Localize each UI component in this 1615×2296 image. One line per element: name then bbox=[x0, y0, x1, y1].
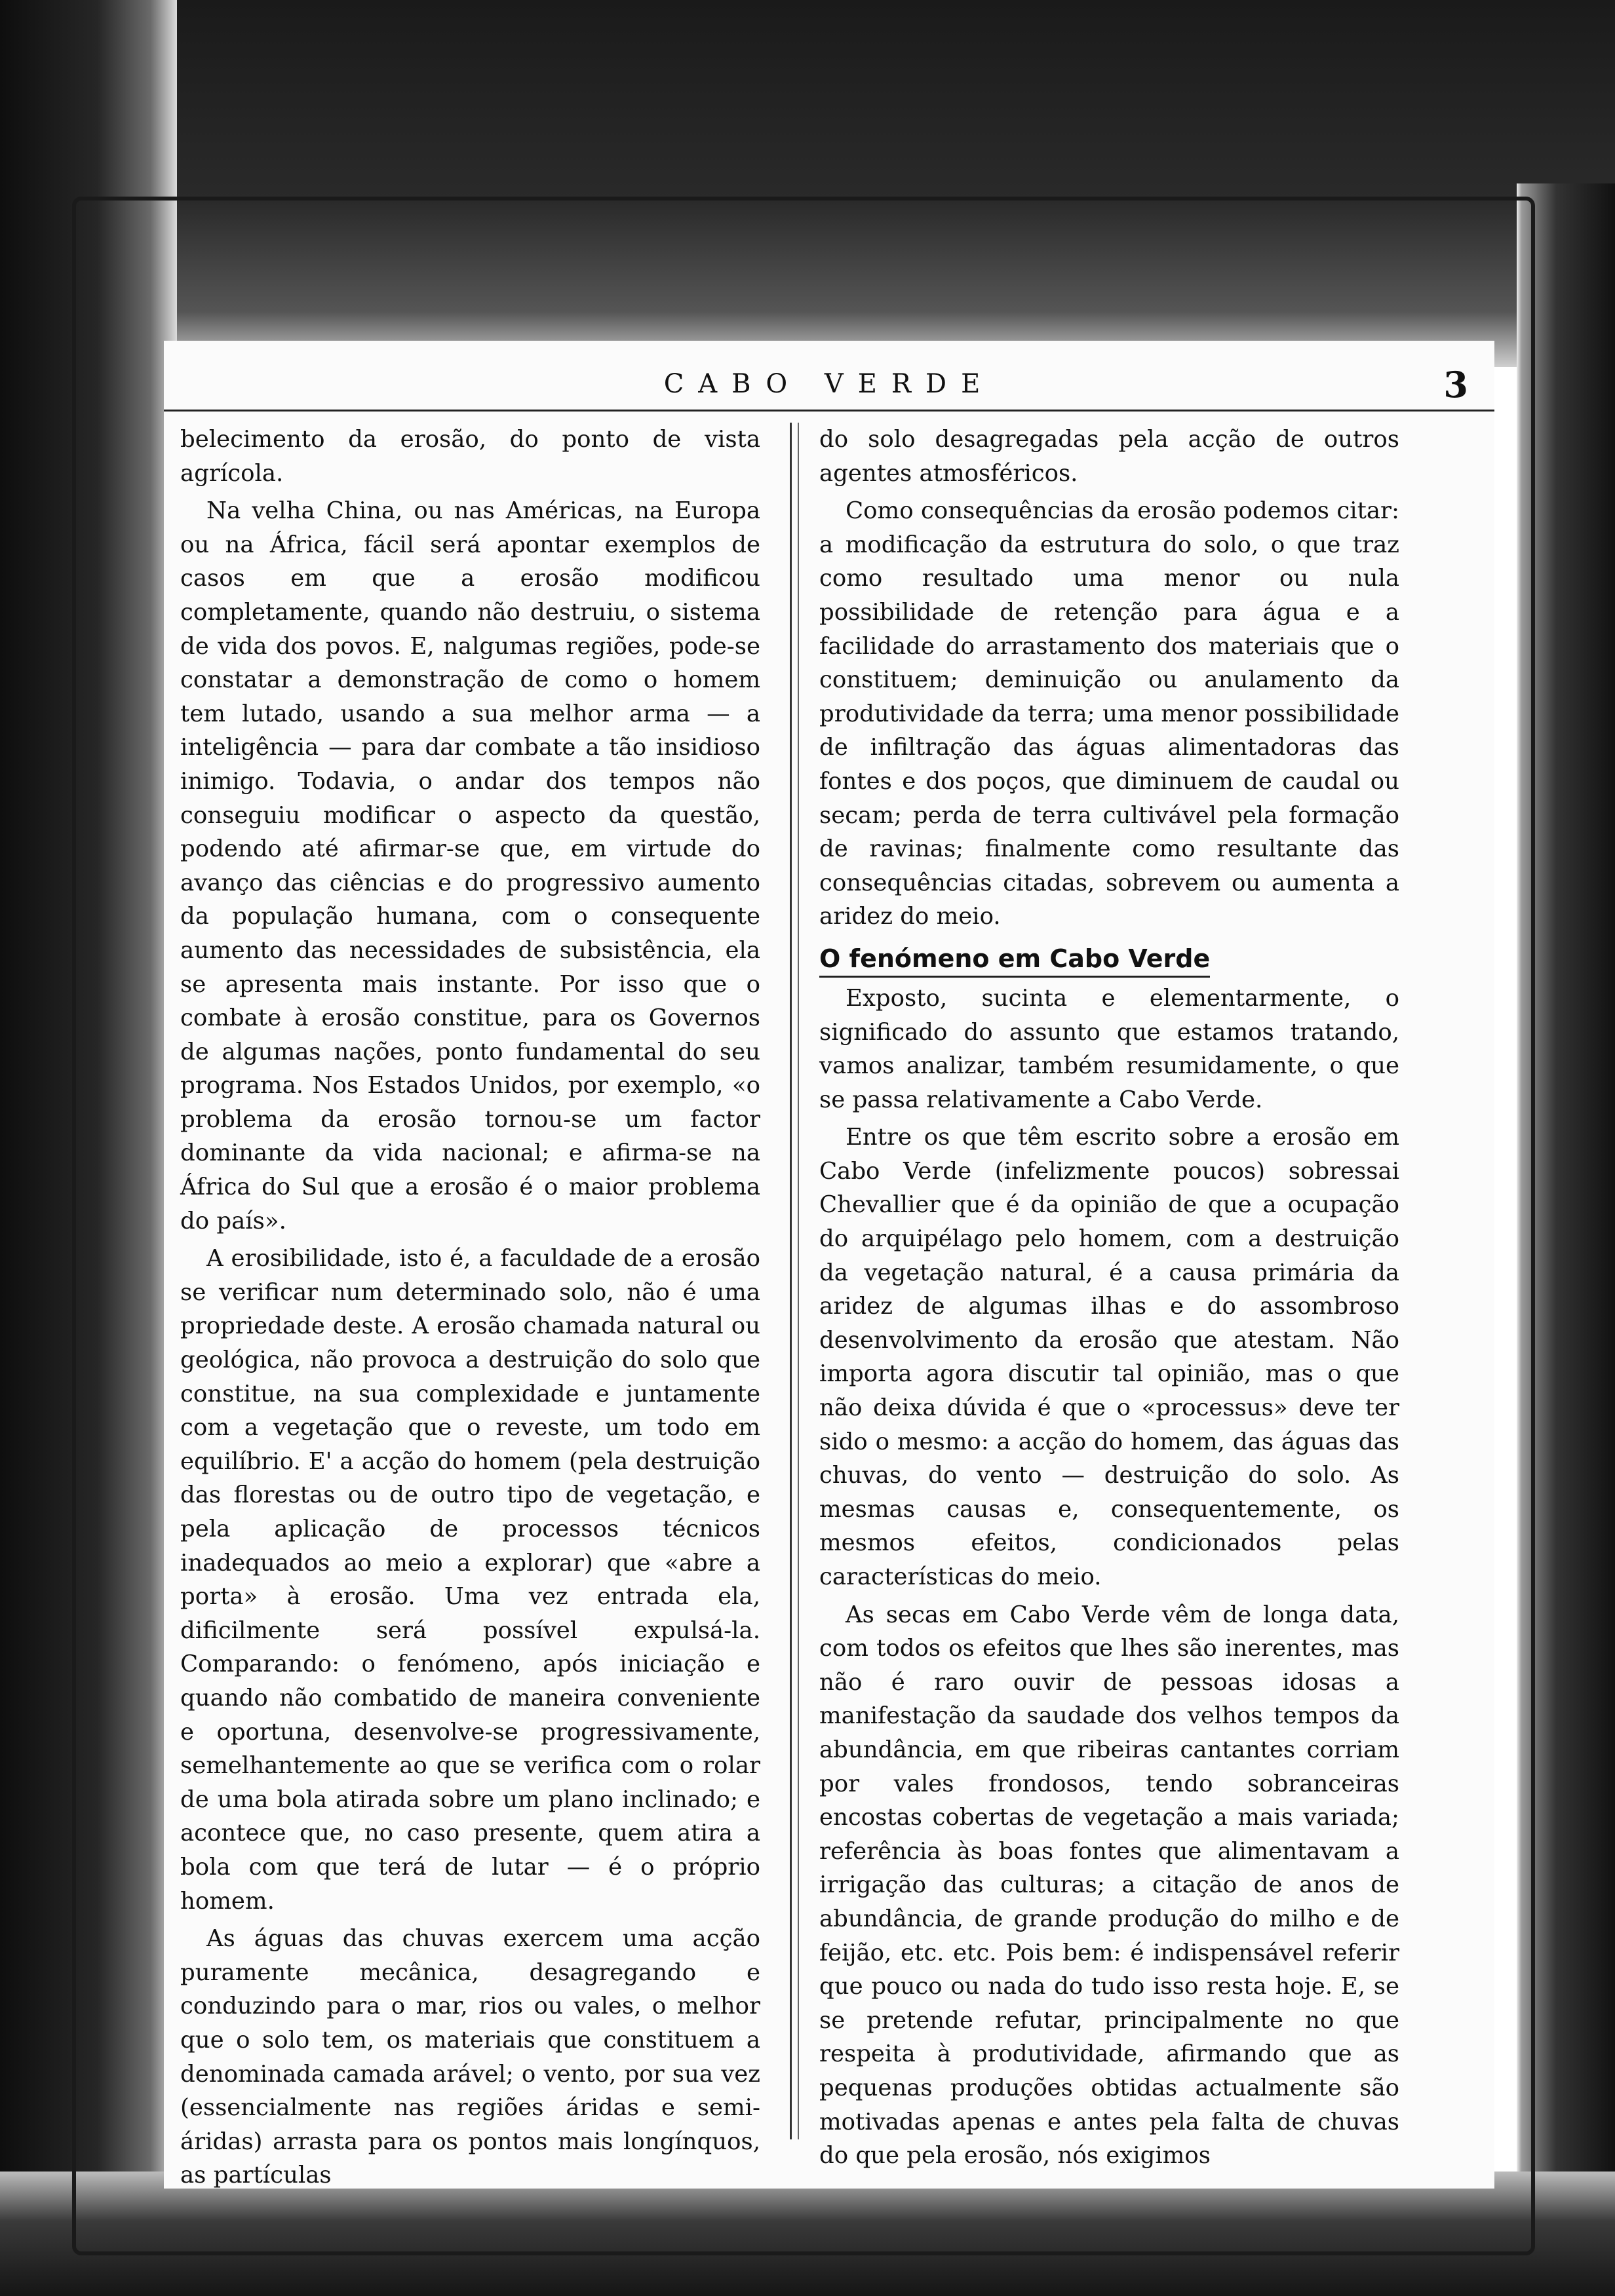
paragraph: do solo desagregadas pela acção de outros agentes atmosféricos. bbox=[819, 426, 1399, 487]
magazine-page bbox=[164, 341, 1494, 2189]
paragraph: A erosibilidade, isto é, a faculdade de a erosão se verificar num determinado solo, não é uma propriedade deste. A erosão chamada natural ou geológica, não provoca a destruição do solo que constitue, na sua complexidade e juntamente com a vegetação que o reveste, um todo em equilíbrio. E' a acção do homem (pela destruição das florestas ou de outro tipo de vegetação, e pela aplicação de processos técnicos inadequados ao meio a explorar) que «abre a porta» à erosão. Uma vez entrada ela, dificilmente será possível expulsá-la. Comparando: o fenómeno, após iniciação e quando não combatido de maneira conveniente e oportuna, desenvolve-se progressivamente, semelhantemente ao que se verifica com o rolar de uma bola atirada sobre um plano inclinado; e acontece que, no caso presente, quem atira a bola com que terá de lutar — é o próprio homem. bbox=[180, 1245, 760, 1915]
column-rule bbox=[798, 423, 799, 2139]
paragraph: As secas em Cabo Verde vêm de longa data, com todos os efeitos que lhes são inerentes, mas não é raro ouvir de pessoas idosas a manifestação da saudade dos velhos tempos da abundância, em que ribeiras cantantes corriam por vales frondosos, tendo sobranceiras encostas cobertas de vegetação a mais variada; referência às boas fontes que alimentavam a irrigação das culturas; a citação de anos de abundância, de grande produção do milho e de feijão, etc. etc. Pois bem: é indispensável referir que pouco ou nada do tudo isso resta hoje. E, se se pretende refutar, principalmente no que respeita à produtividade, afirmando que as pequenas produções obtidas actualmente são motivadas apenas e antes pela falta de chuvas do que pela erosão, nós exigimos bbox=[819, 1601, 1399, 2170]
header-title: CABO VERDE bbox=[663, 369, 995, 399]
right-column bbox=[819, 423, 1399, 2170]
page-number: 3 bbox=[1443, 364, 1468, 406]
running-header bbox=[164, 364, 1494, 411]
paragraph: Na velha China, ou nas Américas, na Europa ou na África, fácil será apontar exemplos de casos em que a erosão modificou completamente, quando não destruiu, o sistema de vida dos povos. E, nalgumas regiões, pode-se constatar a demonstração de como o homem tem lutado, usando a sua melhor arma — a inteligência — para dar combate a tão insidioso inimigo. Todavia, o andar dos tempos não conseguiu modificar o aspecto da questão, podendo até afirmar-se que, em virtude do avanço das ciências e do progressivo aumento da população humana, com o consequente aumento das necessidades de subsistência, ela se apresenta mais instante. Por isso que o combate à erosão constitue, para os Governos de algumas nações, ponto fundamental do seu programa. Nos Estados Unidos, por exemplo, «o problema da erosão tornou-se um factor dominante da vida nacional; e afirma-se na África do Sul que a erosão é o maior problema do país». bbox=[180, 497, 760, 1234]
paragraph: Exposto, sucinta e elementarmente, o significado do assunto que estamos tratando, vamos analizar, também resumidamente, o que se passa relativamente a Cabo Verde. bbox=[819, 984, 1399, 1113]
paragraph: As águas das chuvas exercem uma acção puramente mecânica, desagregando e conduzindo para o mar, rios ou vales, o melhor que o solo tem, os materiais que constituem a denominada camada arável; o vento, por sua vez (essencialmente nas regiões áridas e semi-áridas) arrasta para os pontos mais longínquos, as partículas bbox=[180, 1925, 760, 2189]
paragraph: belecimento da erosão, do ponto de vista agrícola. bbox=[180, 426, 760, 487]
paragraph: Como consequências da erosão podemos citar: a modificação da estrutura do solo, o que traz como resultado uma menor ou nula possibilidade de retenção para água e a facilidade do arrastamento dos materiais que o constituem; deminuição ou anulamento da produtividade da terra; uma menor possibilidade de infiltração das águas alimentadoras das fontes e dos poços, que diminuem de caudal ou secam; perda de terra cultivável pela formação de ravinas; finalmente como resultante das consequências citadas, sobrevem ou aumenta a aridez do meio. bbox=[819, 497, 1399, 930]
paragraph: Entre os que têm escrito sobre a erosão em Cabo Verde (infelizmente poucos) sobressai Chevallier que é da opinião de que a ocupação do arquipélago pelo homem, com a destruição da vegetação natural, é a causa primária da aridez de algumas ilhas e do assombroso desenvolvimento da erosão que atestam. Não importa agora discutir tal opinião, mas o que não deixa dúvida é que o «processus» deve ter sido o mesmo: a acção do homem, das águas das chuvas, do vento — destruição do solo. As mesmas causas e, consequentemente, os mesmos efeitos, condicionados pelas características do meio. bbox=[819, 1124, 1399, 1590]
left-column bbox=[180, 423, 760, 2189]
section-heading: O fenómeno em Cabo Verde bbox=[819, 942, 1210, 978]
column-rule bbox=[790, 423, 792, 2139]
